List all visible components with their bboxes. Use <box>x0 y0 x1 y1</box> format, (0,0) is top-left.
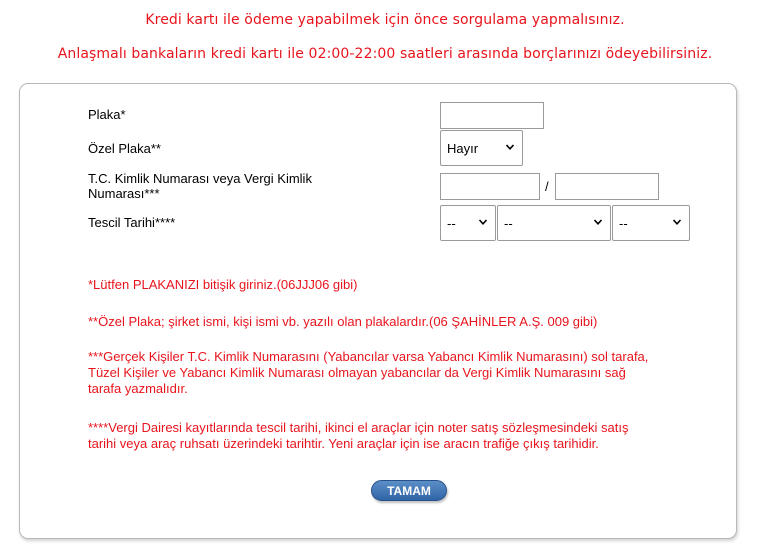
payment-notice: Kredi kartı ile ödeme yapabilmek için önce sorgulama yapmalısınız. <box>145 12 625 28</box>
kimlik-note-line2: Tüzel Kişiler ve Yabancı Kimlik Numarası olmayan yabancılar da Vergi Kimlik Numarasını sağ <box>88 365 626 380</box>
kimlik-note-line1: ***Gerçek Kişiler T.C. Kimlik Numarasını (Yabancılar varsa Yabancı Kimlik Numarasını) sol tarafa, <box>88 349 649 364</box>
tescil-note-line1: ****Vergi Dairesi kayıtlarında tescil tarihi, ikinci el araçlar için noter satış sözleşmesindeki satış <box>88 420 629 435</box>
plaka-note: *Lütfen PLAKANIZI bitişik giriniz.(06JJJ06 gibi) <box>88 277 358 292</box>
ozel-plaka-select-value: Hayır <box>447 141 479 156</box>
tescil-day-select[interactable] <box>440 205 496 241</box>
tescil-note <box>88 420 738 452</box>
kimlik-label <box>88 171 312 201</box>
kimlik-note <box>88 349 738 397</box>
chevron-down-icon <box>505 142 515 152</box>
kimlik-label-line2: Numarası*** <box>88 186 160 201</box>
chevron-down-icon <box>593 217 603 227</box>
tc-kimlik-input[interactable] <box>440 173 540 200</box>
vergi-kimlik-input[interactable] <box>555 173 659 200</box>
tescil-tarihi-label: Tescil Tarihi**** <box>88 215 176 230</box>
tescil-month-select[interactable] <box>497 205 611 241</box>
tescil-note-line2: tarihi veya araç ruhsatı üzerindeki tarihtir. Yeni araçlar için ise aracın trafiğe çıkış tarihidir. <box>88 436 599 451</box>
tescil-day-value: -- <box>447 216 456 231</box>
kimlik-separator: / <box>545 179 549 194</box>
chevron-down-icon <box>478 217 488 227</box>
tescil-year-select[interactable] <box>612 205 690 241</box>
ozel-plaka-note: **Özel Plaka; şirket ismi, kişi ismi vb. yazılı olan plakalardır.(06 ŞAHİNLER A.Ş. 009 gibi) <box>88 314 598 329</box>
kimlik-note-line3: tarafa yazmalıdır. <box>88 381 188 396</box>
ozel-plaka-select[interactable] <box>440 130 523 166</box>
tescil-month-value: -- <box>504 216 513 231</box>
ozel-plaka-label: Özel Plaka** <box>88 141 161 156</box>
plaka-label: Plaka* <box>88 107 126 122</box>
kimlik-label-line1: T.C. Kimlik Numarası veya Vergi Kimlik <box>88 171 312 186</box>
tamam-button[interactable]: TAMAM <box>371 480 447 501</box>
plaka-input[interactable] <box>440 102 544 129</box>
tescil-year-value: -- <box>619 216 628 231</box>
payment-hours-notice: Anlaşmalı bankaların kredi kartı ile 02:00-22:00 saatleri arasında borçlarınızı ödeyebilirsiniz. <box>57 46 713 62</box>
chevron-down-icon <box>672 217 682 227</box>
